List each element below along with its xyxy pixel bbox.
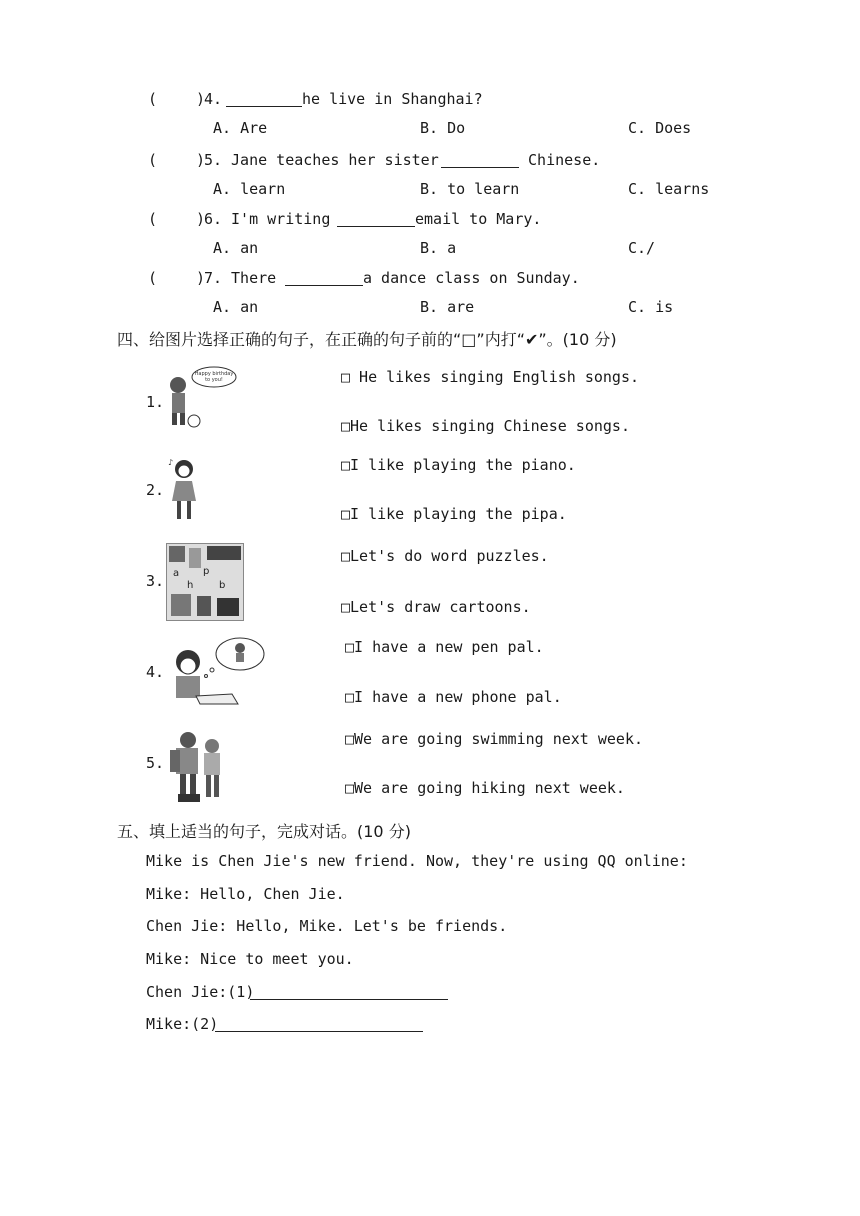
girl-singing-picture xyxy=(164,455,204,523)
boy-singing-picture xyxy=(164,365,238,429)
svg-text:a: a xyxy=(173,568,180,579)
answer-paren-open: ( xyxy=(148,269,158,287)
option-a: A. learn xyxy=(213,180,286,198)
section-5-heading: 五、填上适当的句子，完成对话。(10 分) xyxy=(117,822,411,841)
option-a: A. Are xyxy=(213,119,268,137)
svg-text:to you!: to you! xyxy=(205,377,223,383)
option-1-checkbox-sentence[interactable]: □ He likes singing English songs. xyxy=(341,368,640,386)
answer-paren-open: ( xyxy=(148,151,158,169)
answer-paren-close: ) xyxy=(196,151,206,169)
option-a: A. an xyxy=(213,239,259,257)
item-number: 1. xyxy=(146,393,165,411)
question-text: he live in Shanghai? xyxy=(302,90,483,108)
item-number: 5. xyxy=(146,754,165,772)
dialogue-line: Mike: Nice to meet you. xyxy=(146,950,354,968)
answer-blank xyxy=(337,212,415,227)
answer-paren-close: ) xyxy=(196,90,206,108)
option-c: C. Does xyxy=(628,119,692,137)
svg-text:b: b xyxy=(219,580,226,591)
option-b: B. are xyxy=(420,298,475,316)
music-note-icon: ♪ xyxy=(168,458,174,467)
option-2-checkbox-sentence[interactable]: □We are going hiking next week. xyxy=(345,779,625,797)
svg-text:h: h xyxy=(187,580,194,591)
question-text-pre: There xyxy=(222,269,286,287)
option-1-checkbox-sentence[interactable]: □Let's do word puzzles. xyxy=(341,547,549,565)
question-number: 5. xyxy=(204,151,223,169)
answer-paren-close: ) xyxy=(196,210,206,228)
boy-pen-pal-picture xyxy=(166,634,266,706)
boy-singing-illustration xyxy=(164,365,238,429)
option-2-checkbox-sentence[interactable]: □He likes singing Chinese songs. xyxy=(341,417,630,435)
option-c: C. is xyxy=(628,298,674,316)
question-text-post: Chinese. xyxy=(519,151,601,169)
option-2-checkbox-sentence[interactable]: □Let's draw cartoons. xyxy=(341,598,531,616)
dialogue-line: Mike: Hello, Chen Jie. xyxy=(146,885,345,903)
option-b: B. to learn xyxy=(420,180,520,198)
answer-blank xyxy=(226,92,302,107)
option-1-checkbox-sentence[interactable]: □I like playing the piano. xyxy=(341,456,576,474)
item-number: 4. xyxy=(146,663,165,681)
speaker-label: Chen Jie:(1) xyxy=(146,983,255,1001)
answer-paren-close: ) xyxy=(196,269,206,287)
option-b: B. Do xyxy=(420,119,466,137)
answer-blank xyxy=(441,153,519,168)
dialogue-line: Chen Jie: Hello, Mike. Let's be friends. xyxy=(146,917,508,935)
option-b: B. a xyxy=(420,239,457,257)
word-puzzle-picture xyxy=(166,543,244,621)
question-number: 6. xyxy=(204,210,223,228)
question-text-post: a dance class on Sunday. xyxy=(363,269,580,287)
speaker-label: Mike:(2) xyxy=(146,1015,219,1033)
option-a: A. an xyxy=(213,298,259,316)
speech-bubble-text: Happy birthday xyxy=(194,371,234,377)
answer-blank xyxy=(285,271,363,286)
question-number: 4. xyxy=(204,90,223,108)
question-text-post: email to Mary. xyxy=(415,210,542,228)
option-2-checkbox-sentence[interactable]: □I have a new phone pal. xyxy=(345,688,562,706)
question-number: 7. xyxy=(204,269,223,287)
hiking-family-picture xyxy=(166,726,228,804)
item-number: 3. xyxy=(146,572,165,590)
option-1-checkbox-sentence[interactable]: □I have a new pen pal. xyxy=(345,638,544,656)
option-c: C. learns xyxy=(628,180,710,198)
option-c: C./ xyxy=(628,239,656,257)
option-2-checkbox-sentence[interactable]: □I like playing the pipa. xyxy=(341,505,567,523)
answer-blank[interactable] xyxy=(215,1017,423,1032)
answer-paren-open: ( xyxy=(148,210,158,228)
dialogue-intro: Mike is Chen Jie's new friend. Now, they're using QQ online: xyxy=(146,852,688,870)
question-text-pre: I'm writing xyxy=(222,210,340,228)
option-1-checkbox-sentence[interactable]: □We are going swimming next week. xyxy=(345,730,644,748)
answer-paren-open: ( xyxy=(148,90,158,108)
section-4-heading: 四、给图片选择正确的句子，在正确的句子前的“□”内打“✔”。(10 分) xyxy=(117,330,617,349)
svg-text:p: p xyxy=(203,566,210,577)
question-text-pre: Jane teaches her sister xyxy=(222,151,448,169)
item-number: 2. xyxy=(146,481,165,499)
answer-blank[interactable] xyxy=(250,985,448,1000)
